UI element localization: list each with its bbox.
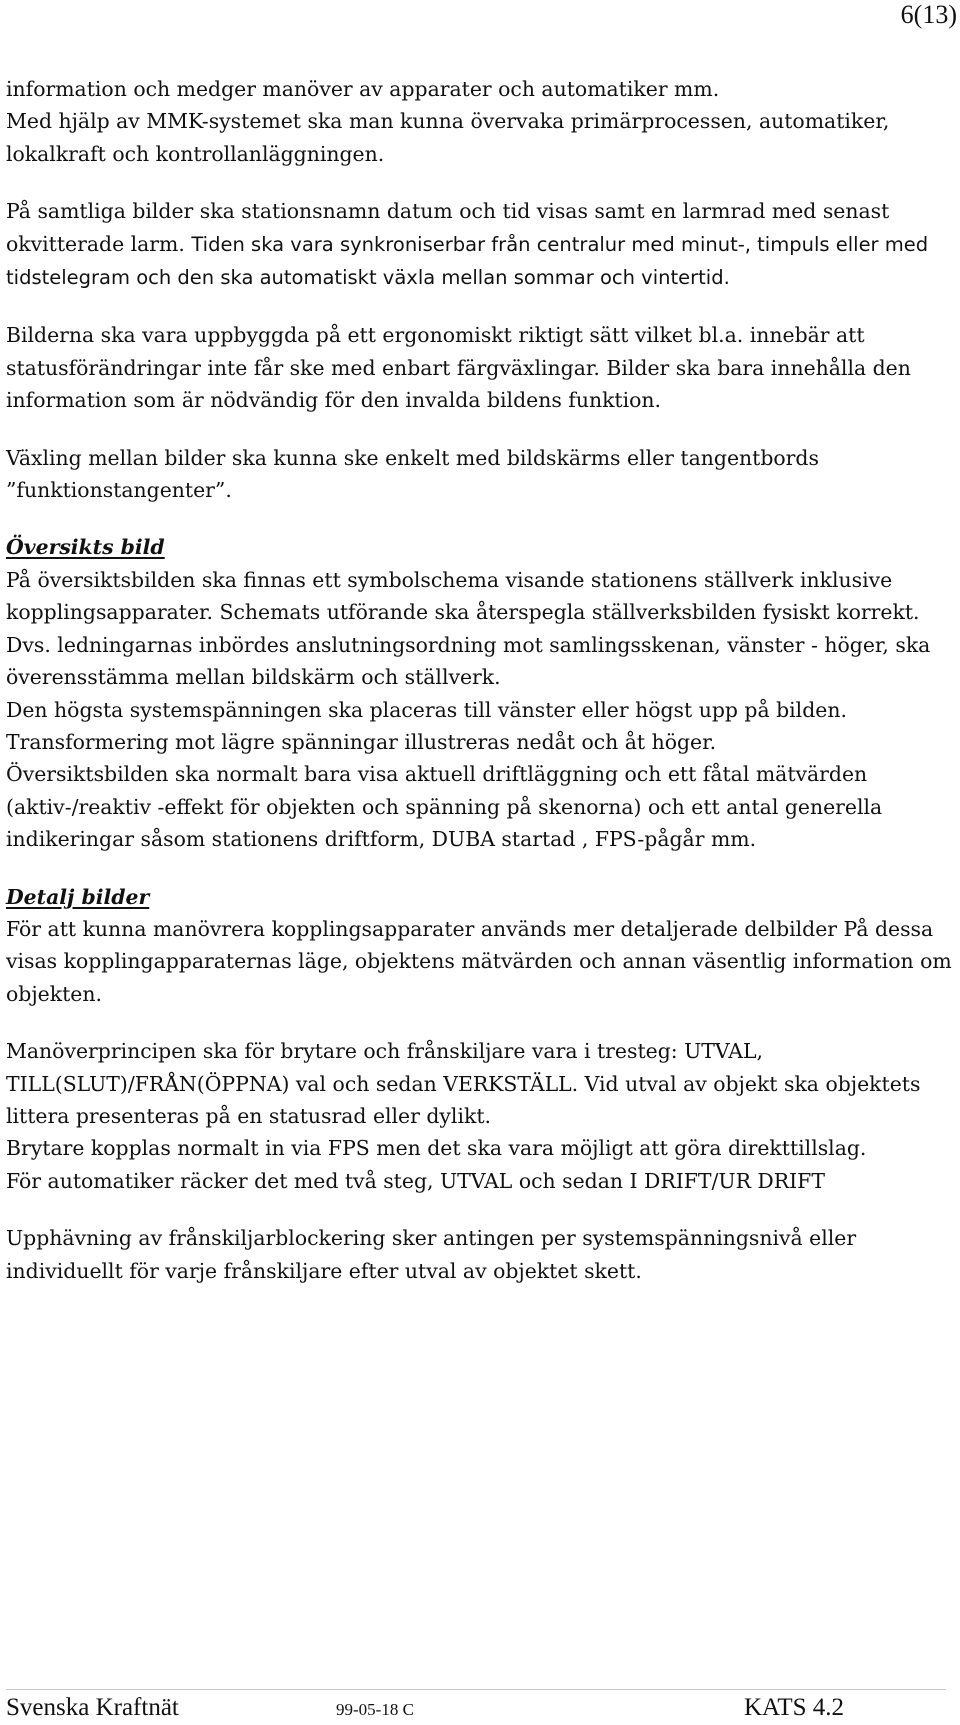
intro-line-1: information och medger manöver av apparater och automatiker mm.	[6, 77, 720, 101]
footer-company: Svenska Kraftnät	[6, 1694, 179, 1721]
paragraph-overview-voltage: Den högsta systemspänningen ska placeras till vänster eller högst upp på bilden. Transformering mot lägre spänningar illustreras nedåt och åt höger.	[6, 697, 847, 754]
paragraph-ergonomics: Bilderna ska vara uppbyggda på ett ergonomiskt riktigt sätt vilket bl.a. innebär att statusförändringar inte får ske med enbart färgväxlingar. Bilder ska bara innehålla den information som är nödvändig för den invalda bildens funktion.	[6, 323, 911, 413]
footer-divider	[6, 1689, 946, 1690]
paragraph-image-switching: Växling mellan bilder ska kunna ske enkelt med bildskärms eller tangentbords ”funktionstangenter”.	[6, 445, 819, 503]
section-heading-overview: Översikts bild	[6, 535, 165, 560]
page-number: 6(13)	[900, 0, 957, 29]
paragraph-detail-images: För att kunna manövrera kopplingsapparater används mer detaljerade delbilder På dessa visas kopplingapparaternas läge, objektens mätvärden och annan väsentlig information om objekten.	[6, 916, 952, 1006]
footer-date: 99-05-18 C	[336, 1700, 414, 1719]
paragraph-disconnector-blocking: Upphävning av frånskiljarblockering sker antingen per systemspänningsnivå eller individuellt för varje frånskiljare efter utval av objektet skett.	[6, 1226, 857, 1283]
intro-line-2: Med hjälp av MMK-systemet ska man kunna övervaka primärprocessen, automatiker, lokalkraft och kontrollanläggningen.	[6, 109, 890, 166]
paragraph-time-display	[6, 195, 952, 294]
time-sync-text: Tiden ska vara synkroniserbar från centralur med minut-, timpuls eller med tidstelegram och den ska automatiskt växla mellan sommar och vintertid.	[6, 232, 929, 290]
paragraph-breaker-fps: Brytare kopplas normalt in via FPS men det ska vara möjligt att göra direkttillslag.	[6, 1136, 867, 1161]
section-heading-detail: Detalj bilder	[6, 884, 150, 909]
paragraph-automatics: För automatiker räcker det med två steg, UTVAL och sedan I DRIFT/UR DRIFT	[6, 1168, 825, 1193]
time-display-text: På samtliga bilder ska stationsnamn datum och tid visas samt en larmrad med senast okvitterade larm.	[6, 199, 890, 256]
paragraph-overview-schema: På översiktsbilden ska finnas ett symbolschema visande stationens ställverk inklusive kopplingsapparater. Schemats utförande ska återspegla ställverksbilden fysiskt korrekt. Dvs. ledningarnas inbördes anslutningsordning mot samlingsskenan, vänster - höger, ska överensstämma mellan bildskärm och ställverk.	[6, 567, 931, 690]
paragraph-maneuver-principle: Manöverprincipen ska för brytare och frånskiljare vara i tresteg: UTVAL, TILL(SLUT)/FRÅN(ÖPPNA) val och sedan VERKSTÄLL. Vid utval av objekt ska objektets littera presenteras på en statusrad eller dylikt.	[6, 1039, 921, 1128]
document-body	[6, 73, 952, 1287]
paragraph-overview-content: Översiktsbilden ska normalt bara visa aktuell driftläggning och ett fåtal mätvärden (aktiv-/reaktiv -effekt för objekten och spänning på skenorna) och ett antal generella indikeringar såsom stationens driftform, DUBA startad , FPS-pågår mm.	[6, 762, 883, 852]
footer-document-id: KATS 4.2	[744, 1694, 845, 1721]
